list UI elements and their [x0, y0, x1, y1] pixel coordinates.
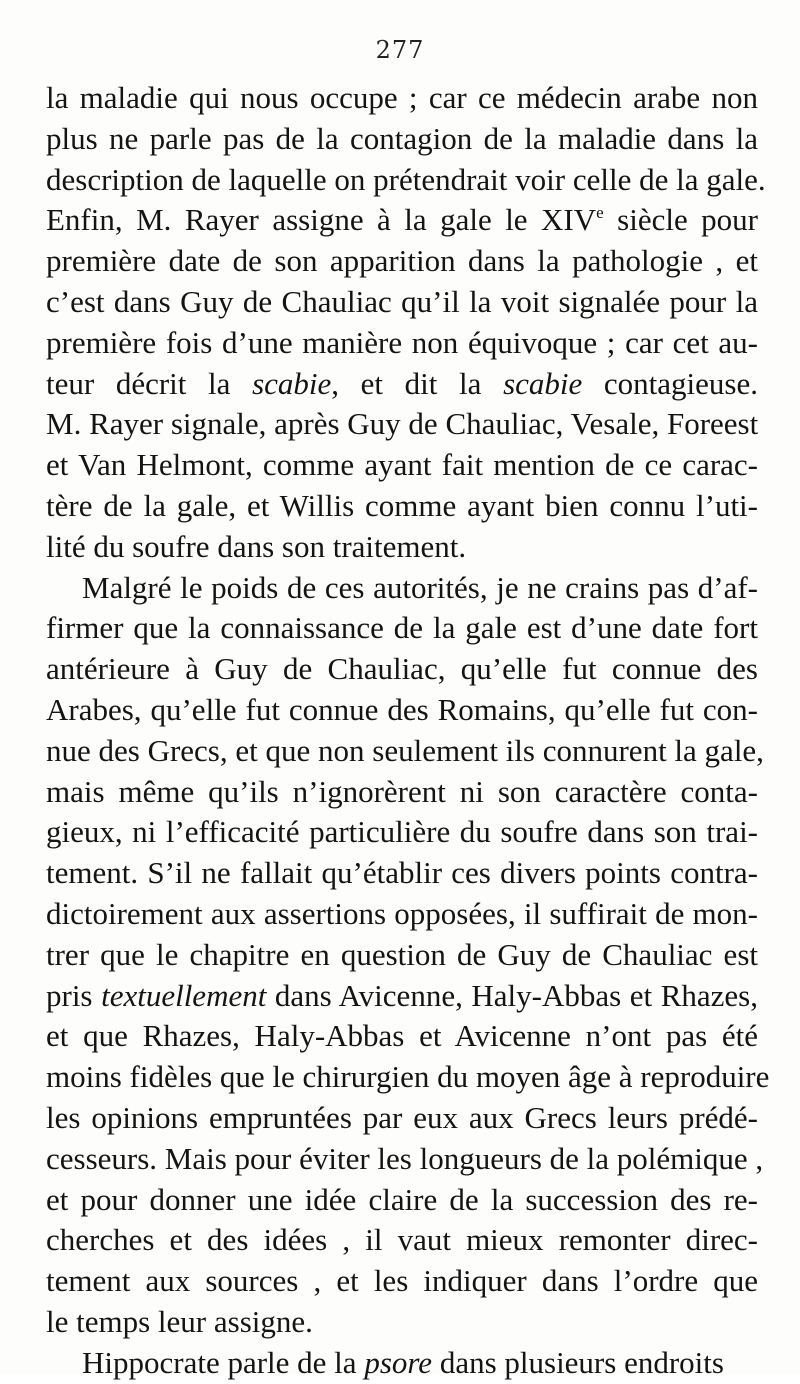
text-run: moins fidèles que le chirurgien du moyen âge à reproduire	[46, 1059, 770, 1095]
text-run: tère de la gale, et Willis comme ayant bien connu l’uti-	[46, 487, 758, 523]
text-run: dans plusieurs endroits	[432, 1344, 724, 1380]
text-line	[46, 772, 758, 813]
text-run: gieux, ni l’efficacité particulière du soufre dans son trai-	[46, 814, 758, 850]
text-run: nue des Grecs, et que non seulement ils connurent la gale,	[46, 732, 764, 768]
text-run: siècle pour	[603, 202, 758, 238]
text-run: cherches et des idées , il vaut mieux remonter direc-	[46, 1222, 758, 1258]
text-run: première fois d’une manière non équivoque ; car cet au-	[46, 324, 758, 360]
text-line	[46, 1220, 758, 1261]
italic-term: scabie	[252, 365, 332, 401]
text-line	[46, 486, 758, 527]
text-line	[46, 690, 758, 731]
text-run: et que Rhazes, Haly-Abbas et Avicenne n’ont pas été	[46, 1018, 758, 1054]
text-line	[46, 200, 758, 241]
text-run: Arabes, qu’elle fut connue des Romains, qu’elle fut con-	[46, 691, 758, 727]
text-line	[46, 1261, 758, 1302]
text-run: M. Rayer signale, après Guy de Chauliac, Vesale, Foreest	[46, 406, 759, 442]
text-line	[46, 894, 758, 935]
text-run: tement. S’il ne fallait qu’établir ces divers points contra-	[46, 855, 758, 891]
italic-term: psore	[364, 1344, 433, 1380]
text-run: lité du soufre dans son traitement.	[46, 528, 467, 564]
text-line	[46, 812, 758, 853]
text-run: tement aux sources , et les indiquer dans l’ordre que	[46, 1263, 758, 1299]
text-line	[46, 935, 758, 976]
italic-term: scabie	[503, 365, 583, 401]
text-line	[46, 1343, 758, 1384]
text-line	[46, 323, 758, 364]
text-line	[46, 404, 758, 445]
text-run: Hippocrate parle de la	[82, 1344, 365, 1380]
text-line	[46, 78, 758, 119]
text-line	[46, 608, 758, 649]
text-run: c’est dans Guy de Chauliac qu’il la voit signalée pour la	[46, 283, 758, 319]
text-run: pris	[46, 977, 102, 1013]
text-run: Malgré le poids de ces autorités, je ne crains pas d’af-	[82, 569, 758, 605]
text-run: première date de son apparition dans la pathologie , et	[46, 243, 758, 279]
page-number: 277	[375, 36, 425, 64]
text-line	[46, 1016, 758, 1057]
text-run: dans Avicenne, Haly-Abbas et Rhazes,	[266, 977, 758, 1013]
text-run: teur décrit la	[46, 365, 253, 401]
text-run: dictoirement aux assertions opposées, il suffirait de mon-	[46, 895, 758, 931]
text-line	[46, 853, 758, 894]
text-line	[46, 364, 758, 405]
text-run: , et dit la	[331, 365, 504, 401]
italic-term: textuellement	[101, 977, 267, 1013]
text-line	[46, 527, 758, 568]
text-run: antérieure à Guy de Chauliac, qu’elle fut connue des	[46, 651, 758, 687]
text-run: les opinions empruntées par eux aux Grecs leurs prédé-	[46, 1099, 758, 1135]
text-run: et Van Helmont, comme ayant fait mention de ce carac-	[46, 447, 758, 483]
text-line	[46, 731, 764, 772]
superscript: e	[596, 203, 604, 223]
text-line	[46, 1180, 758, 1221]
text-run: cesseurs. Mais pour éviter les longueurs de la polémique ,	[46, 1140, 764, 1176]
text-run: Enfin, M. Rayer assigne à la gale le XIV	[46, 202, 597, 238]
text-line	[46, 1098, 758, 1139]
text-line	[46, 241, 758, 282]
text-run: description de laquelle on prétendrait voir celle de la gale.	[46, 161, 766, 197]
text-run: et pour donner une idée claire de la succession des re-	[46, 1181, 758, 1217]
text-run: trer que le chapitre en question de Guy de Chauliac est	[46, 936, 758, 972]
text-run: le temps leur assigne.	[46, 1303, 313, 1339]
text-line	[46, 1302, 758, 1343]
text-run: contagieuse.	[582, 365, 758, 401]
text-run: la maladie qui nous occupe ; car ce médecin arabe non	[46, 80, 758, 115]
text-line	[46, 160, 766, 201]
text-line	[46, 649, 758, 690]
text-run: firmer que la connaissance de la gale est d’une date fort	[46, 610, 758, 646]
text-line	[46, 445, 758, 486]
text-line	[46, 568, 758, 609]
text-line	[46, 1139, 764, 1180]
text-run: mais même qu’ils n’ignorèrent ni son caractère conta-	[46, 773, 758, 809]
text-line	[46, 282, 758, 323]
text-run: plus ne parle pas de la contagion de la maladie dans la	[46, 120, 758, 156]
text-line	[46, 119, 758, 160]
body-text	[46, 78, 770, 1384]
text-line	[46, 1057, 770, 1098]
text-line	[46, 976, 758, 1017]
